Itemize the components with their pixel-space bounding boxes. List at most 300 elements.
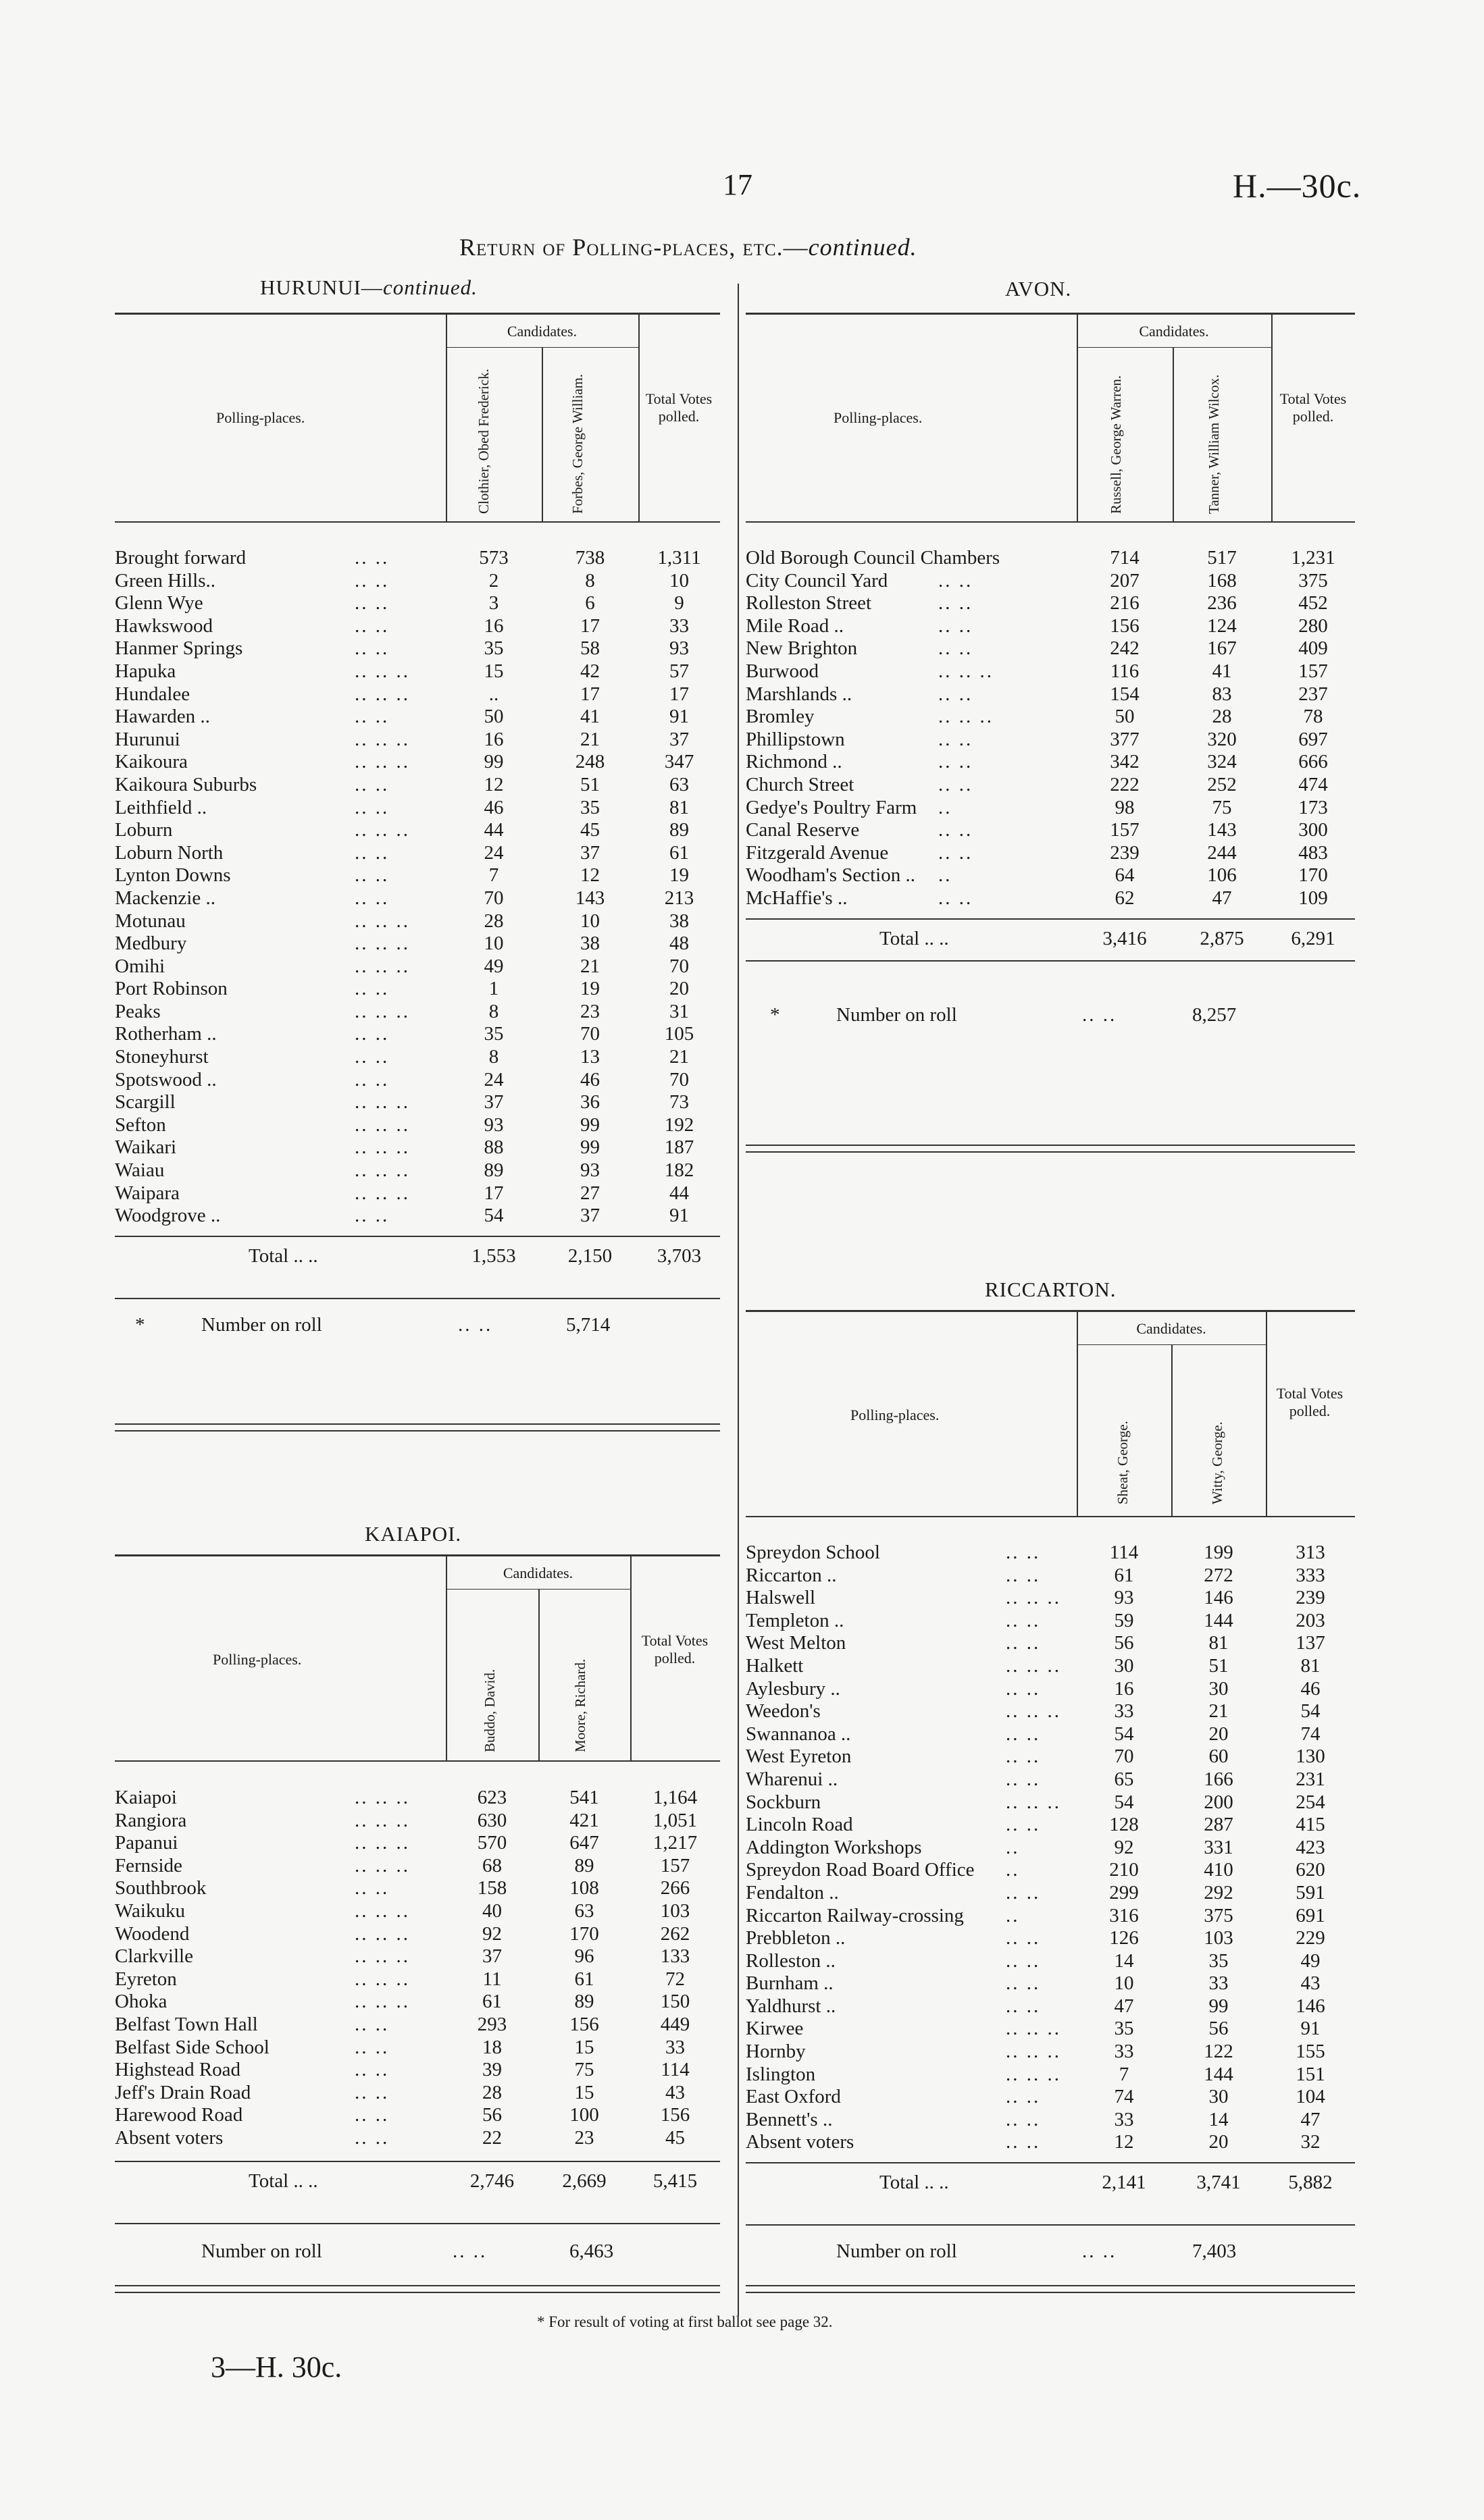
candidates-label: Candidates. bbox=[503, 1565, 573, 1581]
avon-rows bbox=[746, 547, 1355, 910]
table-row bbox=[746, 774, 1355, 797]
roll-label: Number on roll bbox=[201, 1314, 322, 1336]
candidate-2-votes: 42 bbox=[580, 660, 600, 682]
total-votes: 74 bbox=[1300, 1723, 1321, 1745]
leader-dots: .. .. bbox=[1006, 1927, 1041, 1949]
table-row bbox=[746, 1678, 1355, 1701]
table-row bbox=[115, 1205, 720, 1228]
candidate-name: Clothier, Obed Frederick. bbox=[476, 369, 492, 514]
candidate-1-votes: 7 bbox=[1119, 2063, 1129, 2085]
table-row bbox=[746, 1700, 1355, 1723]
leader-dots: .. .. bbox=[938, 683, 973, 705]
candidate-1-votes: 293 bbox=[477, 2013, 507, 2035]
polling-place-name: City Council Yard bbox=[746, 569, 888, 592]
candidate-1-votes: 16 bbox=[484, 728, 504, 750]
total-votes: 19 bbox=[669, 864, 689, 887]
total-votes: 63 bbox=[669, 773, 689, 795]
candidate-name: Buddo, David. bbox=[482, 1669, 498, 1752]
candidate-2-votes: 320 bbox=[1207, 728, 1237, 750]
polling-place-name: Halkett bbox=[746, 1654, 804, 1677]
polling-place-name: Spreydon School bbox=[746, 1542, 880, 1563]
table-row bbox=[115, 2104, 720, 2127]
candidate-1-votes: 7 bbox=[488, 864, 499, 887]
total-votes: 61 bbox=[669, 841, 689, 864]
leader-dots: .. .. bbox=[938, 728, 973, 750]
roll-value: 8,257 bbox=[1192, 1004, 1237, 1026]
candidate-1-votes: 33 bbox=[1114, 2041, 1134, 2063]
polling-place-name: Loburn bbox=[115, 819, 173, 841]
total-label: Total .. .. bbox=[249, 1244, 318, 1267]
table-row bbox=[746, 706, 1355, 729]
candidate-1-votes: 316 bbox=[1109, 1904, 1139, 1926]
candidates-label: Candidates. bbox=[507, 323, 578, 340]
table-row bbox=[746, 660, 1355, 683]
total-votes: 375 bbox=[1298, 569, 1328, 592]
candidate-1-votes: 56 bbox=[1114, 1632, 1134, 1654]
leader-dots: .. .. .. bbox=[355, 1091, 410, 1113]
total-votes: 70 bbox=[669, 1068, 689, 1091]
return-title bbox=[459, 233, 917, 261]
candidate-2-votes: 410 bbox=[1204, 1859, 1233, 1881]
total-votes: 1,231 bbox=[1291, 547, 1335, 569]
roll-value: 7,403 bbox=[1192, 2240, 1237, 2262]
table-row bbox=[746, 751, 1355, 774]
candidate-1-votes: 74 bbox=[1114, 2086, 1134, 2108]
polling-place-name: Absent voters bbox=[746, 2131, 854, 2153]
candidate-name: Forbes, George William. bbox=[569, 373, 586, 514]
polling-place-name: Sefton bbox=[115, 1113, 166, 1136]
polling-place-name: Eyreton bbox=[115, 1968, 177, 1990]
polling-place-name: New Brighton bbox=[746, 637, 858, 660]
polling-place-name: Riccarton Railway-crossing bbox=[746, 1904, 964, 1926]
leader-dots: .. .. bbox=[355, 2081, 390, 2103]
leader-dots: .. .. .. bbox=[355, 1787, 410, 1808]
polling-place-name: Fernside bbox=[115, 1854, 182, 1876]
polling-place-name: Woodgrove .. bbox=[115, 1205, 221, 1227]
leader-dots: .. .. bbox=[1006, 1881, 1041, 1904]
polling-place-name: West Melton bbox=[746, 1632, 846, 1654]
leader-dots: .. .. .. bbox=[938, 660, 994, 682]
leader-dots: .. .. .. bbox=[1006, 2018, 1061, 2040]
candidate-2-votes: 170 bbox=[569, 1922, 599, 1945]
roll-dots: .. .. bbox=[1082, 1004, 1117, 1026]
polling-place-name: Yaldhurst .. bbox=[746, 1995, 836, 2017]
total-votes: 105 bbox=[664, 1023, 694, 1045]
polling-place-name: Peaks bbox=[115, 1000, 161, 1022]
total-votes: 203 bbox=[1296, 1609, 1325, 1631]
total-votes: 33 bbox=[669, 614, 689, 637]
polling-place-name: McHaffie's .. bbox=[746, 887, 848, 909]
leader-dots: .. .. bbox=[355, 2059, 390, 2081]
table-row bbox=[115, 1877, 720, 1900]
candidate-2-votes: 51 bbox=[1208, 1654, 1229, 1677]
kaiapoi-table bbox=[115, 1554, 720, 2224]
total-votes: 21 bbox=[669, 1046, 689, 1068]
total-label: Total .. .. bbox=[249, 2170, 318, 2192]
candidate-2-votes: 60 bbox=[1208, 1745, 1229, 1768]
table-row bbox=[115, 1114, 720, 1137]
candidate-1-votes: 12 bbox=[484, 773, 504, 795]
candidate-1-votes: 154 bbox=[1110, 683, 1140, 705]
table-row bbox=[115, 660, 720, 683]
candidate-2-votes: 156 bbox=[569, 2013, 599, 2035]
roll-dots: .. .. bbox=[458, 1314, 493, 1336]
leader-dots: .. .. bbox=[938, 614, 973, 637]
table-row bbox=[746, 1745, 1355, 1768]
candidate-1-votes: 88 bbox=[484, 1136, 504, 1159]
leader-dots: .. .. .. bbox=[355, 1809, 410, 1831]
polling-place-name: Hapuka bbox=[115, 660, 176, 682]
candidate-2-votes: 33 bbox=[1208, 1972, 1229, 1995]
total-votes: 44 bbox=[669, 1182, 689, 1204]
polling-place-name: East Oxford bbox=[746, 2086, 841, 2108]
riccarton-end-rule bbox=[746, 2285, 1355, 2286]
leader-dots: .. .. bbox=[355, 1023, 390, 1045]
candidate-2-votes: 21 bbox=[580, 955, 600, 977]
table-row bbox=[115, 933, 720, 955]
table-row bbox=[746, 547, 1355, 570]
candidate-2-votes: 21 bbox=[1208, 1700, 1229, 1723]
candidate-1-votes: 92 bbox=[1114, 1836, 1134, 1858]
table-row bbox=[115, 1968, 720, 1991]
polling-place-name: Lincoln Road bbox=[746, 1814, 853, 1836]
polling-place-name: Rolleston .. bbox=[746, 1949, 836, 1972]
polling-place-name: Wharenui .. bbox=[746, 1768, 838, 1790]
table-row bbox=[115, 1159, 720, 1182]
candidate-2-votes: 143 bbox=[575, 887, 605, 909]
candidate-name: Witty, George. bbox=[1209, 1421, 1225, 1504]
total-votes-label: Total Votes polled. bbox=[1276, 1385, 1344, 1419]
candidate-2-votes: 75 bbox=[574, 2059, 594, 2081]
table-row bbox=[115, 864, 720, 887]
candidate-1-votes: 59 bbox=[1114, 1609, 1134, 1631]
candidate-1-votes: 116 bbox=[1110, 660, 1140, 682]
footnote: * For result of voting at first ballot see page 32. bbox=[537, 2313, 833, 2330]
polling-places-label: Polling-places. bbox=[850, 1407, 940, 1423]
total-votes: 89 bbox=[669, 819, 689, 841]
candidate-2-votes: 6 bbox=[585, 592, 595, 614]
polling-place-name: Hawkswood bbox=[115, 614, 213, 637]
table-row bbox=[746, 1927, 1355, 1950]
table-row bbox=[115, 1945, 720, 1968]
hurunui-end-rule bbox=[115, 1423, 720, 1425]
total-votes: 91 bbox=[669, 706, 689, 728]
candidate-1-votes: 15 bbox=[484, 660, 504, 682]
leader-dots: .. .. bbox=[1006, 2086, 1041, 2108]
candidate-2-votes: 56 bbox=[1208, 2018, 1229, 2040]
riccarton-rows bbox=[746, 1542, 1355, 2154]
candidate-name: Sheat, George. bbox=[1115, 1421, 1131, 1504]
table-row bbox=[746, 1542, 1355, 1565]
polling-place-name: Old Borough Council Chambers bbox=[746, 547, 1000, 569]
polling-place-name: Clarkville bbox=[115, 1945, 193, 1968]
total-votes: 1,311 bbox=[657, 547, 701, 569]
total-row bbox=[115, 2162, 720, 2200]
leader-dots: .. .. bbox=[938, 592, 973, 614]
polling-place-name: Church Street bbox=[746, 773, 854, 795]
candidate-1-votes: 573 bbox=[479, 547, 509, 569]
table-row bbox=[746, 887, 1355, 910]
table-row bbox=[115, 842, 720, 865]
leader-dots: .. .. bbox=[1006, 1814, 1041, 1836]
candidate-2-votes: 15 bbox=[574, 2036, 594, 2058]
polling-place-name: Burwood bbox=[746, 660, 819, 682]
candidate-1-votes: 35 bbox=[1114, 2018, 1134, 2040]
table-row bbox=[746, 2041, 1355, 2064]
table-row bbox=[115, 547, 720, 570]
polling-place-name: Addington Workshops bbox=[746, 1836, 922, 1858]
candidate-2-votes: 41 bbox=[1212, 660, 1232, 682]
candidate-2-votes: 146 bbox=[1204, 1587, 1233, 1609]
table-row bbox=[115, 955, 720, 978]
leader-dots: .. .. bbox=[938, 773, 973, 795]
leader-dots: .. .. bbox=[355, 978, 390, 1000]
table-row bbox=[115, 1182, 720, 1205]
roll-star: * bbox=[135, 1314, 145, 1336]
leader-dots: .. .. .. bbox=[1006, 2041, 1061, 2063]
polling-place-name: Absent voters bbox=[115, 2126, 224, 2149]
total-c2: 2,669 bbox=[562, 2170, 607, 2192]
return-title-suffix: continued. bbox=[808, 234, 917, 261]
candidate-1-votes: 210 bbox=[1109, 1859, 1139, 1881]
candidate-1-votes: 54 bbox=[1114, 1791, 1134, 1813]
candidate-2-votes: 99 bbox=[580, 1136, 600, 1159]
total-votes: 109 bbox=[1298, 887, 1328, 909]
table-row bbox=[115, 978, 720, 1001]
candidate-1-votes: 114 bbox=[1109, 1542, 1139, 1563]
leader-dots: .. bbox=[938, 796, 952, 818]
polling-place-name: Mile Road .. bbox=[746, 614, 844, 637]
avon-end-rule-2 bbox=[746, 1151, 1355, 1153]
candidate-1-votes: 37 bbox=[482, 1945, 502, 1968]
candidate-2-votes: 248 bbox=[575, 751, 605, 773]
candidate-2-votes: 20 bbox=[1208, 1723, 1229, 1745]
leader-dots: .. .. bbox=[355, 887, 390, 909]
candidate-1-votes: 93 bbox=[484, 1113, 504, 1136]
leader-dots: .. .. .. bbox=[355, 1000, 410, 1022]
candidate-2-votes: 292 bbox=[1204, 1881, 1233, 1904]
candidate-1-votes: 99 bbox=[484, 751, 504, 773]
candidate-1-votes: 623 bbox=[477, 1787, 507, 1808]
candidate-1-votes: 39 bbox=[482, 2059, 502, 2081]
hurunui-end-rule-2 bbox=[115, 1430, 720, 1432]
candidate-1-votes: 89 bbox=[484, 1159, 504, 1182]
bottom-rule bbox=[746, 960, 1355, 962]
polling-place-name: Lynton Downs bbox=[115, 864, 231, 887]
candidate-2-votes: 14 bbox=[1208, 2108, 1229, 2130]
roll-value: 5,714 bbox=[566, 1314, 611, 1336]
candidate-2-votes: 167 bbox=[1207, 637, 1237, 660]
table-row bbox=[746, 1950, 1355, 1973]
table-row bbox=[115, 1855, 720, 1878]
leader-dots: .. .. .. bbox=[355, 1113, 410, 1136]
candidate-2-votes: 200 bbox=[1204, 1791, 1233, 1813]
polling-place-name: Hundalee bbox=[115, 683, 190, 705]
total-votes: 130 bbox=[1296, 1745, 1325, 1768]
candidate-1-votes: 18 bbox=[482, 2036, 502, 2058]
leader-dots: .. .. .. bbox=[355, 1182, 410, 1204]
total-votes: 10 bbox=[669, 569, 689, 592]
roll-dots: .. .. bbox=[1082, 2240, 1117, 2262]
candidate-1-votes: 16 bbox=[484, 614, 504, 637]
polling-place-name: Riccarton .. bbox=[746, 1564, 837, 1586]
hurunui-title: HURUNUI— bbox=[260, 275, 383, 299]
candidate-1-votes: 54 bbox=[484, 1205, 504, 1227]
total-votes: 137 bbox=[1296, 1632, 1325, 1654]
candidate-name: Tanner, William Wilcox. bbox=[1206, 374, 1222, 514]
candidate-2-votes: 236 bbox=[1207, 592, 1237, 614]
total-votes: 691 bbox=[1296, 1904, 1325, 1926]
polling-place-name: Brought forward bbox=[115, 547, 247, 569]
leader-dots: .. .. bbox=[938, 887, 973, 909]
candidate-2-votes: 99 bbox=[1208, 1995, 1229, 2017]
leader-dots: .. .. .. bbox=[355, 683, 410, 705]
polling-place-name: Templeton .. bbox=[746, 1609, 844, 1631]
polling-place-name: Motunau bbox=[115, 910, 186, 932]
polling-place-name: Medbury bbox=[115, 933, 187, 955]
leader-dots: .. .. bbox=[355, 569, 390, 592]
candidates-label: Candidates. bbox=[1136, 1320, 1206, 1337]
roll-label: Number on roll bbox=[836, 2240, 957, 2262]
total-votes: 254 bbox=[1296, 1791, 1325, 1813]
table-header bbox=[115, 1554, 720, 1762]
polling-place-name: Burnham .. bbox=[746, 1972, 834, 1995]
candidate-2-votes: 27 bbox=[580, 1182, 600, 1204]
kaiapoi-end-rule-2 bbox=[115, 2292, 720, 2293]
table-row bbox=[746, 1995, 1355, 2018]
table-row bbox=[115, 683, 720, 706]
leader-dots: .. .. .. bbox=[355, 1991, 410, 2013]
total-votes: 81 bbox=[1300, 1654, 1321, 1677]
table-row bbox=[115, 910, 720, 933]
candidate-1-votes: 11 bbox=[482, 1968, 502, 1990]
riccarton-table bbox=[746, 1310, 1355, 2226]
candidates-label: Candidates. bbox=[1139, 323, 1209, 340]
total-votes: 266 bbox=[660, 1877, 690, 1899]
table-row bbox=[115, 570, 720, 593]
candidate-1-votes: .. bbox=[488, 683, 499, 705]
leader-dots: .. .. .. bbox=[1006, 1587, 1061, 1609]
table-row bbox=[746, 2109, 1355, 2132]
leader-dots: .. .. .. bbox=[938, 706, 994, 728]
polling-place-name: Belfast Side School bbox=[115, 2036, 270, 2058]
roll-star: * bbox=[770, 1004, 780, 1026]
total-votes: 103 bbox=[660, 1899, 690, 1922]
leader-dots: .. .. bbox=[355, 1877, 390, 1899]
total-votes: 48 bbox=[669, 933, 689, 955]
leader-dots: .. .. bbox=[938, 841, 973, 864]
section-title-hurunui bbox=[260, 275, 478, 300]
total-votes: 1,164 bbox=[653, 1787, 698, 1808]
candidate-1-votes: 30 bbox=[1114, 1654, 1134, 1677]
candidate-2-votes: 144 bbox=[1204, 1609, 1233, 1631]
total-votes: 300 bbox=[1298, 819, 1328, 841]
polling-place-name: Stoneyhurst bbox=[115, 1046, 209, 1068]
total-votes: 32 bbox=[1300, 2131, 1321, 2153]
candidate-1-votes: 70 bbox=[1114, 1745, 1134, 1768]
candidate-2-votes: 375 bbox=[1204, 1904, 1233, 1926]
candidate-2-votes: 106 bbox=[1207, 864, 1237, 887]
candidate-2-votes: 12 bbox=[580, 864, 600, 887]
leader-dots: .. .. .. bbox=[355, 910, 410, 932]
polling-place-name: Kaikoura Suburbs bbox=[115, 773, 257, 795]
table-row bbox=[746, 1723, 1355, 1746]
candidate-2-votes: 331 bbox=[1204, 1836, 1233, 1858]
leader-dots: .. .. bbox=[355, 2104, 390, 2126]
candidate-1-votes: 10 bbox=[484, 933, 504, 955]
candidate-1-votes: 92 bbox=[482, 1922, 502, 1945]
total-row bbox=[746, 2163, 1355, 2201]
polling-place-name: Port Robinson bbox=[115, 978, 228, 1000]
leader-dots: .. .. bbox=[355, 841, 390, 864]
total-votes: 474 bbox=[1298, 773, 1328, 795]
total-votes: 38 bbox=[669, 910, 689, 932]
candidate-1-votes: 35 bbox=[484, 1023, 504, 1045]
total-row bbox=[746, 920, 1355, 957]
polling-place-name: Kaiapoi bbox=[115, 1787, 177, 1808]
polling-place-name: West Eyreton bbox=[746, 1745, 852, 1768]
leader-dots: .. .. bbox=[355, 796, 390, 818]
total-votes: 81 bbox=[669, 796, 689, 818]
candidate-2-votes: 51 bbox=[580, 773, 600, 795]
candidate-2-votes: 143 bbox=[1207, 819, 1237, 841]
polling-place-name: Harewood Road bbox=[115, 2104, 243, 2126]
leader-dots: .. .. bbox=[355, 592, 390, 614]
candidate-1-votes: 216 bbox=[1110, 592, 1140, 614]
total-votes: 697 bbox=[1298, 728, 1328, 750]
leader-dots: .. bbox=[1006, 1904, 1020, 1926]
leader-dots: .. .. bbox=[938, 751, 973, 773]
total-votes: 17 bbox=[669, 683, 689, 705]
total-votes: 49 bbox=[1300, 1949, 1321, 1972]
total-votes: 91 bbox=[1300, 2018, 1321, 2040]
table-row bbox=[746, 1791, 1355, 1814]
candidate-2-votes: 244 bbox=[1207, 841, 1237, 864]
candidate-2-votes: 124 bbox=[1207, 614, 1237, 637]
polling-place-name: Canal Reserve bbox=[746, 819, 860, 841]
candidate-2-votes: 15 bbox=[574, 2081, 594, 2103]
candidate-1-votes: 40 bbox=[482, 1899, 502, 1922]
roll-label: Number on roll bbox=[836, 1004, 957, 1026]
total-votes: 213 bbox=[664, 887, 694, 909]
candidate-1-votes: 207 bbox=[1110, 569, 1140, 592]
table-row bbox=[115, 1046, 720, 1069]
candidate-2-votes: 61 bbox=[574, 1968, 594, 1990]
candidate-2-votes: 93 bbox=[580, 1159, 600, 1182]
candidate-1-votes: 33 bbox=[1114, 1700, 1134, 1723]
leader-dots: .. .. .. bbox=[355, 751, 410, 773]
total-votes: 313 bbox=[1296, 1542, 1325, 1563]
leader-dots: .. .. bbox=[355, 2013, 390, 2035]
table-row bbox=[115, 751, 720, 774]
table-row bbox=[746, 729, 1355, 752]
leader-dots: .. bbox=[938, 864, 952, 887]
leader-dots: .. .. .. bbox=[355, 1945, 410, 1968]
table-row bbox=[115, 1136, 720, 1159]
leader-dots: .. .. bbox=[355, 1205, 390, 1227]
polling-place-name: Halswell bbox=[746, 1587, 816, 1609]
candidate-2-votes: 58 bbox=[580, 637, 600, 660]
candidate-1-votes: 570 bbox=[477, 1832, 507, 1854]
total-votes: 73 bbox=[669, 1091, 689, 1113]
hurunui-rows bbox=[115, 547, 720, 1228]
candidate-1-votes: 50 bbox=[1115, 706, 1135, 728]
table-row bbox=[746, 2131, 1355, 2154]
candidate-2-votes: 144 bbox=[1204, 2063, 1233, 2085]
total-votes-label: Total Votes polled. bbox=[645, 390, 713, 425]
candidate-2-votes: 36 bbox=[580, 1091, 600, 1113]
total-c1: 2,746 bbox=[469, 2170, 515, 2192]
